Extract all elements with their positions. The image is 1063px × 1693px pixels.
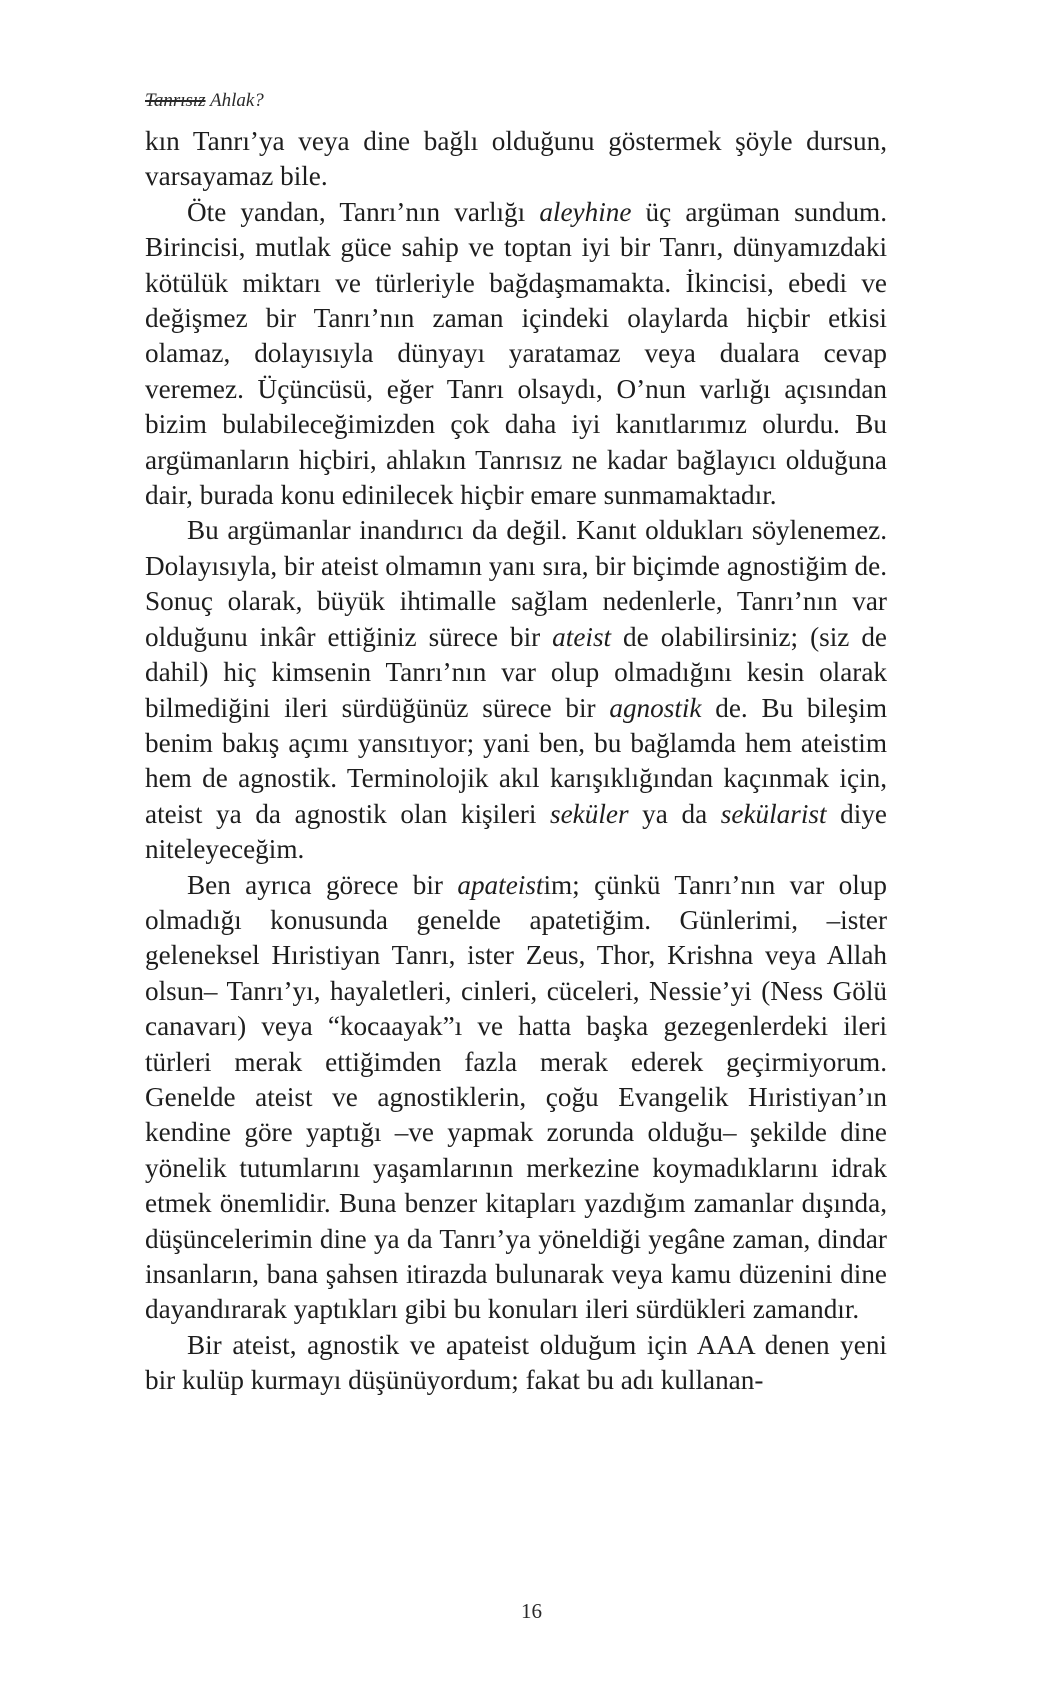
paragraph bbox=[145, 124, 887, 195]
book-page bbox=[145, 88, 887, 1399]
text-run: Ben ayrıca görece bir bbox=[187, 869, 458, 900]
text-run: Bir ateist, agnostik ve apateist olduğum için AAA denen yeni bir kulüp kurmayı düşünüyordum; fakat bu adı kullanan- bbox=[145, 1329, 887, 1396]
italic-term: agnostik bbox=[609, 692, 702, 723]
italic-term: aleyhine bbox=[539, 196, 632, 227]
text-run: de olabilirsiniz; (siz de dahil) hiç kimsenin Tanrı’nın var olup olmadığını kesin olarak bilmediğini ileri sürdüğünüz sürece bir bbox=[145, 621, 887, 723]
italic-term: sekülarist bbox=[720, 798, 827, 829]
italic-term: ateist bbox=[552, 621, 612, 652]
text-run: ya da bbox=[628, 798, 721, 829]
text-run: de. Bu bileşim benim bakış açımı yansıtıyor; yani ben, bu bağlamda hem ateistim hem de agnostik. Terminolojik akıl karışıklığından kaçınmak için, ateist ya da agnostik olan kişileri bbox=[145, 692, 887, 829]
text-run: üç argüman sundum. Birincisi, mutlak güce sahip ve toptan iyi bir Tanrı, dünyamızdaki kötülük miktarı ve türleriyle bağdaşmamakta. İkincisi, ebedi ve değişmez bir Tanrı’nın zaman içindeki olaylarda hiçbir etkisi olamaz, dolayısıyla dünyayı yaratamaz veya dualara cevap veremez. Üçüncüsü, eğer Tanrı olsaydı, O’nun varlığı açısından bizim bulabileceğimizden çok daha iyi kanıtlarımız olurdu. Bu argümanların hiçbiri, ahlakın Tanrısız ne kadar bağlayıcı olduğuna dair, burada konu edinilecek hiçbir emare sunmamaktadır. bbox=[145, 196, 887, 511]
paragraph bbox=[145, 868, 887, 1328]
paragraph bbox=[145, 1328, 887, 1399]
text-run: kın Tanrı’ya veya dine bağlı olduğunu göstermek şöyle dursun, varsayamaz bile. bbox=[145, 126, 887, 192]
running-header bbox=[145, 88, 887, 114]
text-run: Bu argümanlar inandırıcı da değil. Kanıt oldukları söylenemez. Dolayısıyla, bir ateist olmamın yanı sıra, bir biçimde agnostiğim de. Sonuç olarak, büyük ihtimalle sağlam nedenlerle, Tanrı’nın var olduğunu inkâr ettiğiniz sürece bir bbox=[145, 515, 887, 652]
paragraph bbox=[145, 195, 887, 514]
italic-term: seküler bbox=[550, 798, 629, 829]
running-header-title: Ahlak? bbox=[205, 90, 264, 111]
running-header-struck-word: Tanrısız bbox=[145, 90, 206, 111]
page-number: 16 bbox=[521, 1599, 542, 1623]
body-text bbox=[145, 124, 887, 1399]
text-run: Öte yandan, Tanrı’nın varlığı bbox=[187, 196, 540, 227]
paragraph bbox=[145, 513, 887, 867]
italic-term: apateist bbox=[457, 869, 544, 900]
text-run: diye niteleyeceğim. bbox=[145, 798, 887, 865]
text-run: im; çünkü Tanrı’nın var olup olmadığı konusunda genelde apatetiğim. Günlerimi, –ister geleneksel Hıristiyan Tanrı, ister Zeus, Thor, Krishna veya Allah olsun– Tanrı’yı, hayaletleri, cinleri, cüceleri, Nessie’yi (Ness Gölü canavarı) veya “kocaayak”ı ve hatta başka gezegenlerdeki ileri türleri merak ettiğimden fazla merak ederek geçirmiyorum. Genelde ateist ve agnostiklerin, çoğu Evangelik Hıristiyan’ın kendine göre yaptığı –ve yapmak zorunda olduğu– şekilde dine yönelik tutumlarını yaşamlarının merkezine koymadıklarını idrak etmek önemlidir. Buna benzer kitapları yazdığım zamanlar dışında, düşüncelerimin dine ya da Tanrı’ya yöneldiği yegâne zaman, dindar insanların, bana şahsen itirazda bulunarak veya kamu düzenini dine dayandırarak yaptıkları gibi bu konuları ileri sürdükleri zamandır. bbox=[145, 869, 887, 1325]
